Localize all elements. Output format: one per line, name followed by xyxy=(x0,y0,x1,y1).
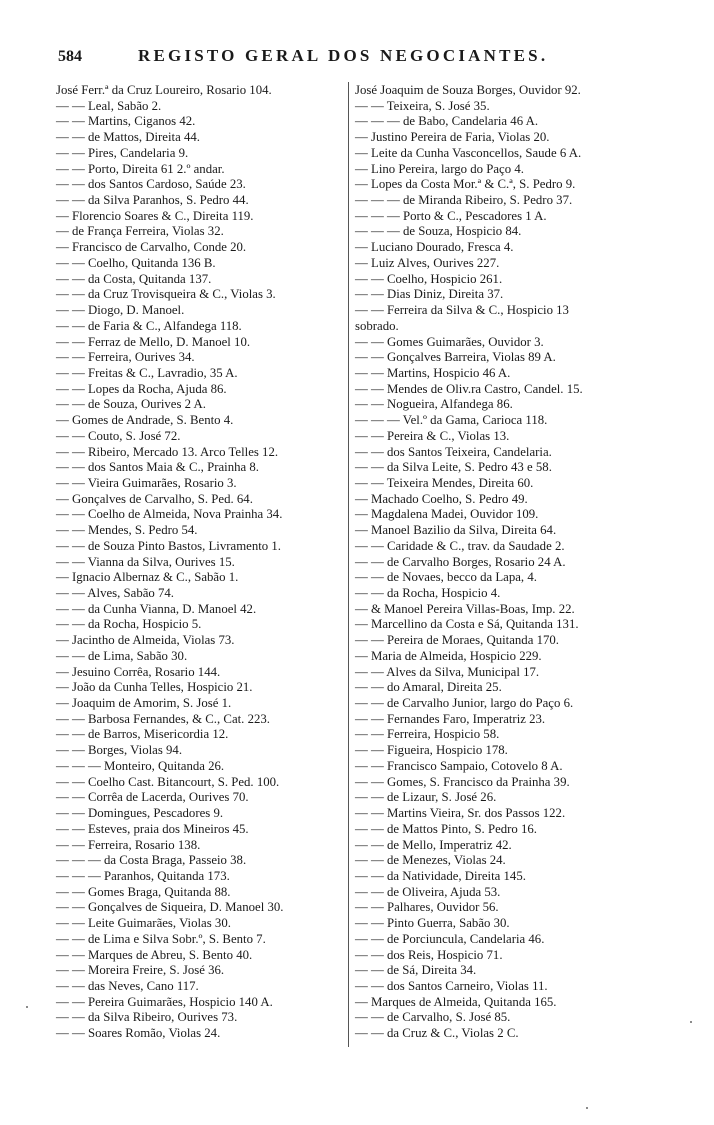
directory-entry: — — Lopes da Rocha, Ajuda 86. xyxy=(56,381,227,396)
page-title: REGISTO GERAL DOS NEGOCIANTES. xyxy=(138,46,549,65)
directory-entry: — Maria de Almeida, Hospicio 229. xyxy=(355,648,542,663)
directory-entry: — Lino Pereira, largo do Paço 4. xyxy=(355,161,524,176)
directory-entry: — Leite da Cunha Vasconcellos, Saude 6 A. xyxy=(355,145,582,160)
directory-entry: — Francisco de Carvalho, Conde 20. xyxy=(56,240,247,255)
directory-entry: — — Pires, Candelaria 9. xyxy=(56,145,189,160)
directory-entry: — Gomes de Andrade, S. Bento 4. xyxy=(56,413,234,428)
directory-entry: — João da Cunha Telles, Hospicio 21. xyxy=(56,680,253,695)
page-number: 584 xyxy=(58,48,82,65)
directory-entry: — Justino Pereira de Faria, Violas 20. xyxy=(355,130,550,145)
directory-entry: — — Gomes Braga, Quitanda 88. xyxy=(56,884,231,899)
directory-entry: — — de Mattos Pinto, S. Pedro 16. xyxy=(355,821,538,836)
left-column xyxy=(56,83,356,1042)
directory-entry: — — Leal, Sabão 2. xyxy=(56,98,162,113)
directory-entry: — — de Novaes, becco da Lapa, 4. xyxy=(355,570,537,585)
directory-entry: — — dos Reis, Hospicio 71. xyxy=(355,947,503,962)
directory-entry: — — Caridade & C., trav. da Saudade 2. xyxy=(355,538,565,553)
directory-entry: — — dos Santos Teixeira, Candelaria. xyxy=(355,444,552,459)
directory-entry: — — Coelho Cast. Bitancourt, S. Ped. 100. xyxy=(56,774,280,789)
directory-entry: — — de Lizaur, S. José 26. xyxy=(355,790,497,805)
directory-entry: — — Coelho, Hospicio 261. xyxy=(355,271,503,286)
directory-entry: — — da Silva Paranhos, S. Pedro 44. xyxy=(56,193,249,208)
directory-entry: — — Teixeira Mendes, Direita 60. xyxy=(355,475,534,490)
directory-entry: — — Coelho de Almeida, Nova Prainha 34. xyxy=(56,507,283,522)
directory-entry: — — da Cruz & C., Violas 2 C. xyxy=(355,1026,519,1041)
page-header xyxy=(58,46,658,68)
directory-entry: — — Soares Romão, Violas 24. xyxy=(56,1026,221,1041)
directory-entry: — — Moreira Freire, S. José 36. xyxy=(56,963,225,978)
directory-entry: — — Couto, S. José 72. xyxy=(56,428,181,443)
directory-entry: — — Porto, Direita 61 2.º andar. xyxy=(56,161,225,176)
directory-entry: — — Figueira, Hospicio 178. xyxy=(355,743,508,758)
directory-entry: — — Ferreira, Hospicio 58. xyxy=(355,727,500,742)
column-divider xyxy=(348,82,349,1047)
directory-entry: — — — Vel.º da Gama, Carioca 118. xyxy=(355,413,548,428)
print-speck xyxy=(690,1021,692,1023)
directory-entry: — de França Ferreira, Violas 32. xyxy=(56,224,224,239)
directory-entry: — — — Paranhos, Quitanda 173. xyxy=(56,868,230,883)
directory-entry: — — de Carvalho Junior, largo do Paço 6. xyxy=(355,696,574,711)
directory-entry: — — Dias Diniz, Direita 37. xyxy=(355,287,504,302)
directory-entry: — — de Faria & C., Alfandega 118. xyxy=(56,318,242,333)
directory-entry: — Lopes da Costa Mor.ª & C.ª, S. Pedro 9. xyxy=(355,177,576,192)
directory-entry: — — de Mello, Imperatriz 42. xyxy=(355,837,512,852)
directory-entry: — — Mendes, S. Pedro 54. xyxy=(56,523,198,538)
directory-entry: — — de Carvalho, S. José 85. xyxy=(355,1010,511,1025)
directory-entry: — — de Souza, Ourives 2 A. xyxy=(56,397,206,412)
directory-entry: — Jesuino Corrêa, Rosario 144. xyxy=(56,664,221,679)
directory-entry: — — Francisco Sampaio, Cotovelo 8 A. xyxy=(355,758,563,773)
directory-entry: — — de Carvalho Borges, Rosario 24 A. xyxy=(355,554,566,569)
directory-entry: — — de Porciuncula, Candelaria 46. xyxy=(355,931,545,946)
directory-entry: — Joaquim de Amorim, S. José 1. xyxy=(56,696,232,711)
directory-entry: — — Nogueira, Alfandega 86. xyxy=(355,397,513,412)
directory-entry: — Luciano Dourado, Fresca 4. xyxy=(355,240,514,255)
directory-entry: — — Gomes, S. Francisco da Prainha 39. xyxy=(355,774,570,789)
directory-entry: — — das Neves, Cano 117. xyxy=(56,978,199,993)
directory-entry: — — — de Miranda Ribeiro, S. Pedro 37. xyxy=(355,193,573,208)
directory-entry: — — Gonçalves de Siqueira, D. Manoel 30. xyxy=(56,900,284,915)
directory-entry: — Machado Coelho, S. Pedro 49. xyxy=(355,491,528,506)
directory-entry: — — — de Souza, Hospicio 84. xyxy=(355,224,522,239)
directory-entry: — — Ferreira, Ourives 34. xyxy=(56,350,195,365)
directory-entry: — — Vianna da Silva, Ourives 15. xyxy=(56,554,235,569)
directory-entry: — Magdalena Madei, Ouvidor 109. xyxy=(355,507,539,522)
directory-entry: — — Esteves, praia dos Mineiros 45. xyxy=(56,821,249,836)
directory-entry: — — Pereira & C., Violas 13. xyxy=(355,428,510,443)
directory-entry: — — Gonçalves Barreira, Violas 89 A. xyxy=(355,350,556,365)
directory-entry: — — Martins Vieira, Sr. dos Passos 122. xyxy=(355,806,566,821)
directory-entry: — — Coelho, Quitanda 136 B. xyxy=(56,255,216,270)
directory-entry: — — dos Santos Carneiro, Violas 11. xyxy=(355,978,548,993)
directory-entry: — — da Rocha, Hospicio 5. xyxy=(56,617,202,632)
print-speck xyxy=(26,1006,28,1008)
directory-entry: — — de Lima, Sabão 30. xyxy=(56,648,188,663)
directory-entry: José Ferr.ª da Cruz Loureiro, Rosario 104. xyxy=(56,83,272,97)
directory-entry: — — da Cruz Trovisqueira & C., Violas 3. xyxy=(56,287,276,302)
directory-entry: — — Fernandes Faro, Imperatriz 23. xyxy=(355,711,546,726)
directory-entry: — — Teixeira, S. José 35. xyxy=(355,98,490,113)
directory-entry: — — da Silva Leite, S. Pedro 43 e 58. xyxy=(355,460,552,475)
directory-entry: — — — Porto & C., Pescadores 1 A. xyxy=(355,208,547,223)
directory-entry: — — Domingues, Pescadores 9. xyxy=(56,806,224,821)
directory-entry: — — Ribeiro, Mercado 13. Arco Telles 12. xyxy=(56,444,279,459)
directory-entry: — — de Mattos, Direita 44. xyxy=(56,130,200,145)
directory-entry: sobrado. xyxy=(355,318,399,333)
directory-entry: — — Palhares, Ouvidor 56. xyxy=(355,900,499,915)
directory-entry: José Joaquim de Souza Borges, Ouvidor 92. xyxy=(355,83,581,97)
directory-entry: — — Ferreira, Rosario 138. xyxy=(56,837,201,852)
directory-entry: — — da Silva Ribeiro, Ourives 73. xyxy=(56,1010,238,1025)
directory-entry: — & Manoel Pereira Villas-Boas, Imp. 22. xyxy=(355,601,575,616)
directory-entry: — Marques de Almeida, Quitanda 165. xyxy=(355,994,557,1009)
directory-entry: — — da Cunha Vianna, D. Manoel 42. xyxy=(56,601,257,616)
directory-entry: — — do Amaral, Direita 25. xyxy=(355,680,502,695)
directory-entry: — — — da Costa Braga, Passeio 38. xyxy=(56,853,247,868)
directory-entry: — — Borges, Violas 94. xyxy=(56,743,183,758)
directory-entry: — — Ferreira da Silva & C., Hospicio 13 xyxy=(355,303,569,318)
directory-entry: — — Marques de Abreu, S. Bento 40. xyxy=(56,947,253,962)
directory-entry: — — dos Santos Maia & C., Prainha 8. xyxy=(56,460,259,475)
directory-entry: — — Corrêa de Lacerda, Ourives 70. xyxy=(56,790,249,805)
directory-entry: — Jacintho de Almeida, Violas 73. xyxy=(56,633,235,648)
directory-entry: — — Freitas & C., Lavradio, 35 A. xyxy=(56,365,238,380)
directory-entry: — — Barbosa Fernandes, & C., Cat. 223. xyxy=(56,711,270,726)
directory-entry: — — de Sá, Direita 34. xyxy=(355,963,477,978)
directory-entry: — Manoel Bazilio da Silva, Direita 64. xyxy=(355,523,557,538)
directory-entry: — — Martins, Ciganos 42. xyxy=(56,114,196,129)
directory-entry: — — Alves da Silva, Municipal 17. xyxy=(355,664,540,679)
directory-entry: — — de Souza Pinto Bastos, Livramento 1. xyxy=(56,538,281,553)
right-column xyxy=(355,83,675,1042)
directory-entry: — — Pereira de Moraes, Quitanda 170. xyxy=(355,633,559,648)
directory-entry: — — da Costa, Quitanda 137. xyxy=(56,271,212,286)
directory-entry: — — Pereira Guimarães, Hospicio 140 A. xyxy=(56,994,273,1009)
directory-entry: — — da Natividade, Direita 145. xyxy=(355,868,526,883)
directory-entry: — — de Menezes, Violas 24. xyxy=(355,853,506,868)
directory-entry: — — de Lima e Silva Sobr.º, S. Bento 7. xyxy=(56,931,266,946)
directory-entry: — — Vieira Guimarães, Rosario 3. xyxy=(56,475,237,490)
directory-entry: — — Leite Guimarães, Violas 30. xyxy=(56,916,231,931)
directory-entry: — — Martins, Hospicio 46 A. xyxy=(355,365,511,380)
directory-entry: — Gonçalves de Carvalho, S. Ped. 64. xyxy=(56,491,253,506)
print-speck xyxy=(586,1107,588,1109)
directory-entry: — — — de Babo, Candelaria 46 A. xyxy=(355,114,539,129)
directory-entry: — Luiz Alves, Ourives 227. xyxy=(355,255,500,270)
directory-entry: — — de Oliveira, Ajuda 53. xyxy=(355,884,501,899)
directory-entry: — — Ferraz de Mello, D. Manoel 10. xyxy=(56,334,251,349)
directory-entry: — — da Rocha, Hospicio 4. xyxy=(355,586,501,600)
directory-entry: — — de Barros, Misericordia 12. xyxy=(56,727,229,742)
directory-entry: — Florencio Soares & C., Direita 119. xyxy=(56,208,254,223)
directory-entry: — — dos Santos Cardoso, Saúde 23. xyxy=(56,177,246,192)
directory-entry: — Marcellino da Costa e Sá, Quitanda 131. xyxy=(355,617,579,632)
directory-entry: — — Gomes Guimarães, Ouvidor 3. xyxy=(355,334,544,349)
directory-entry: — Ignacio Albernaz & C., Sabão 1. xyxy=(56,570,239,585)
directory-entry: — — — Monteiro, Quitanda 26. xyxy=(56,758,225,773)
directory-entry: — — Diogo, D. Manoel. xyxy=(56,303,185,318)
directory-entry: — — Alves, Sabão 74. xyxy=(56,586,175,600)
directory-entry: — — Mendes de Oliv.ra Castro, Candel. 15. xyxy=(355,381,583,396)
directory-entry: — — Pinto Guerra, Sabão 30. xyxy=(355,916,510,931)
